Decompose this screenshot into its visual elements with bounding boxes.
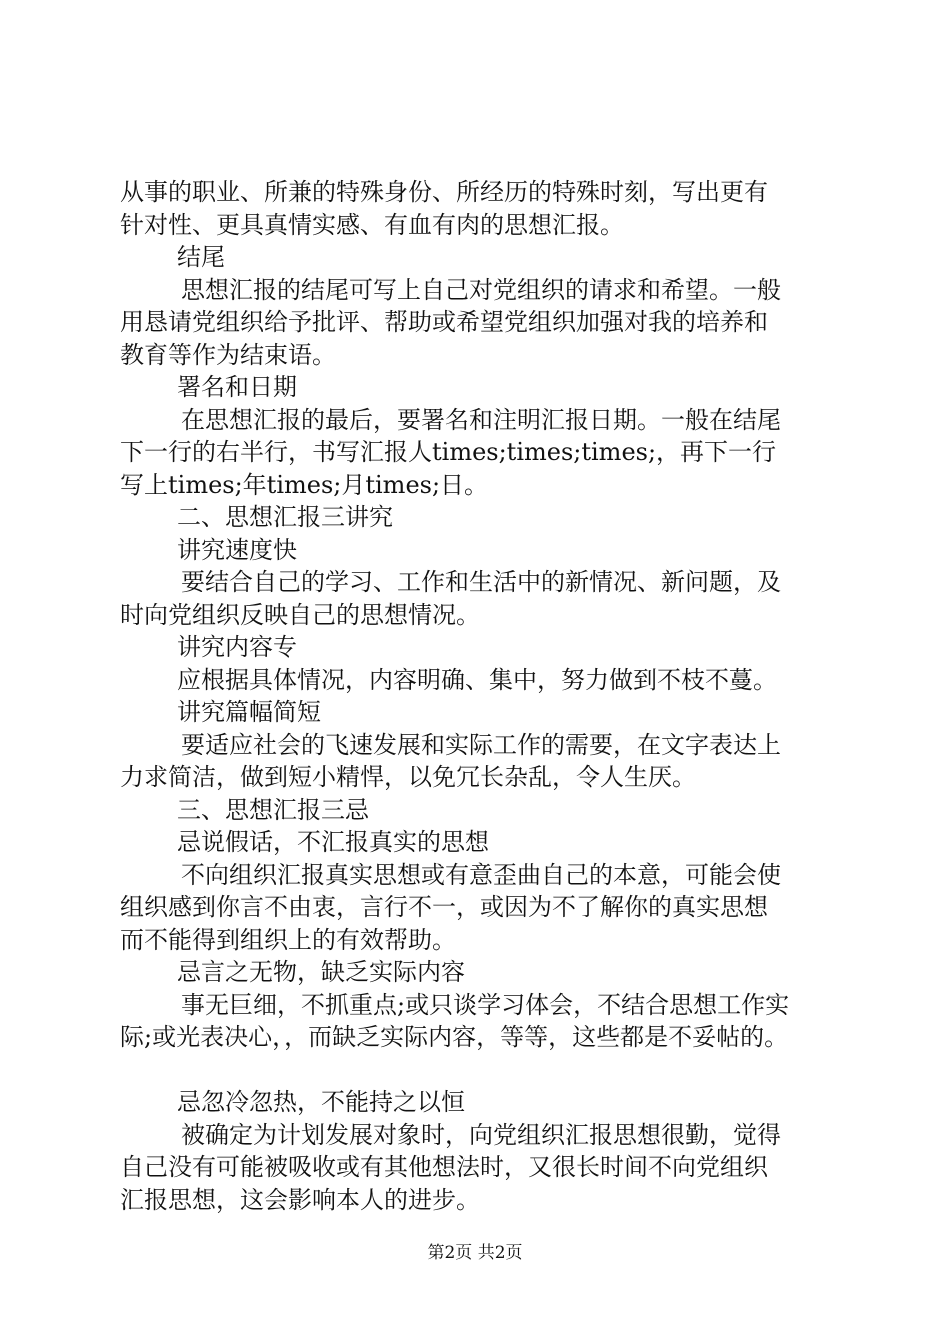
text-line: 针对性、更具真情实感、有血有肉的思想汇报。 (120, 210, 624, 239)
paragraph-start: 在思想汇报的最后，要署名和注明汇报日期。一般在结尾 (181, 405, 781, 434)
page-footer (0, 1242, 950, 1264)
paragraph-start: 要结合自己的学习、工作和生活中的新情况、新问题，及 (181, 568, 781, 596)
text-line: 时向党组织反映自己的思想情况。 (120, 600, 480, 629)
paragraph-start: 不向组织汇报真实思想或有意歪曲自己的本意，可能会使 (181, 860, 781, 889)
section-heading: 三、思想汇报三忌 (177, 795, 369, 824)
section-heading: 二、思想汇报三讲究 (177, 503, 393, 531)
text-line: 下一行的右半行，书写汇报人times;times;times;，再下一行 (120, 438, 777, 466)
text-line: 写上times;年times;月times;日。 (120, 470, 489, 499)
section-heading: 讲究内容专 (177, 633, 297, 661)
paragraph-start: 被确定为计划发展对象时，向党组织汇报思想很勤，觉得 (181, 1120, 781, 1149)
section-heading: 结尾 (177, 243, 225, 271)
text-line: 而不能得到组织上的有效帮助。 (120, 925, 456, 954)
section-heading: 讲究速度快 (177, 535, 297, 564)
section-heading: 讲究篇幅简短 (177, 698, 321, 726)
section-heading: 忌言之无物，缺乏实际内容 (177, 958, 465, 986)
text-line: 组织感到你言不由衷，言行不一，或因为不了解你的真实思想 (120, 893, 768, 921)
text-line: 汇报思想，这会影响本人的进步。 (120, 1185, 480, 1214)
paragraph-start: 事无巨细，不抓重点;或只谈学习体会，不结合思想工作实 (181, 990, 790, 1019)
paragraph-start: 思想汇报的结尾可写上自己对党组织的请求和希望。一般 (181, 275, 781, 304)
text-line: 际;或光表决心，，而缺乏实际内容，等等，这些都是不妥帖的。 (120, 1023, 789, 1051)
text-line: 力求简洁，做到短小精悍，以免冗长杂乱，令人生厌。 (120, 763, 696, 791)
text-line: 教育等作为结束语。 (120, 340, 336, 369)
paragraph-start: 应根据具体情况，内容明确、集中，努力做到不枝不蔓。 (177, 665, 777, 694)
blank-line (120, 1054, 840, 1087)
paragraph-start: 要适应社会的飞速发展和实际工作的需要，在文字表达上 (181, 730, 781, 759)
section-heading: 忌忽冷忽热，不能持之以恒 (177, 1088, 465, 1116)
text-line: 从事的职业、所兼的特殊身份、所经历的特殊时刻，写出更有 (120, 178, 768, 206)
text-line: 自己没有可能被吸收或有其他想法时，又很长时间不向党组织 (120, 1153, 768, 1181)
section-heading: 署名和日期 (177, 373, 297, 401)
text-line: 用恳请党组织给予批评、帮助或希望党组织加强对我的培养和 (120, 308, 768, 336)
document-body (120, 176, 840, 1216)
section-heading: 忌说假话，不汇报真实的思想 (177, 828, 489, 856)
page-number: 第2页 共2页 (427, 1243, 523, 1263)
